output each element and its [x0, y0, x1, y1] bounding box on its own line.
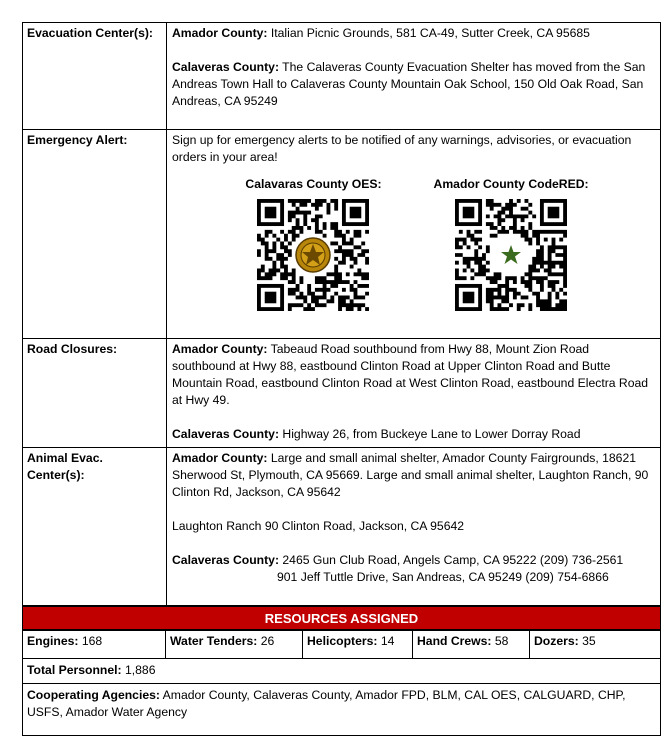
personnel-table: [22, 659, 661, 736]
roads-calaveras: Calaveras County: Highway 26, from Buckeye Lane to Lower Dorray Road: [172, 427, 581, 441]
resources-counts-row: [23, 631, 661, 659]
alert-content: [167, 130, 661, 339]
qr-calaveras-title: Calavaras County OES:: [245, 177, 382, 191]
alert-row: [23, 130, 661, 339]
incident-info-document: [22, 22, 661, 736]
coop-row: [23, 683, 661, 735]
qr-amador[interactable]: [434, 176, 589, 311]
evac-row: [23, 23, 661, 130]
tenders-cell: Water Tenders: 26: [166, 631, 303, 659]
qr-finder-pattern: [548, 207, 560, 219]
resources-table: [22, 630, 661, 659]
animal-content: [167, 448, 661, 606]
qr-finder-pattern: [350, 207, 362, 219]
engines-cell: Engines: 168: [23, 631, 166, 659]
sheriff-seal-icon: [296, 238, 330, 272]
qr-finder-pattern: [463, 207, 475, 219]
dozers-cell: Dozers: 35: [530, 631, 661, 659]
evac-content: [167, 23, 661, 130]
coop-cell: Cooperating Agencies: Amador County, Calaveras County, Amador FPD, BLM, CAL OES, CALGUARD, CHP, USFS, Amador Water Agency: [23, 683, 661, 735]
helicopters-cell: Helicopters: 14: [303, 631, 413, 659]
hand-crews-cell: Hand Crews: 58: [413, 631, 530, 659]
qr-finder-pattern: [265, 292, 277, 304]
roads-content: [167, 339, 661, 448]
animal-calaveras: Calaveras County: 2465 Gun Club Road, Angels Camp, CA 95222 (209) 736-2561: [172, 553, 624, 567]
animal-amador: Amador County: Large and small animal shelter, Amador County Fairgrounds, 18621 Sherwood St, Plymouth, CA 95669. Large and small animal shelter, Laughton Ranch, 90 Clinton Rd, Jackson, CA 95642: [172, 451, 649, 499]
evac-amador: Amador County: Italian Picnic Grounds, 581 CA-49, Sutter Creek, CA 95685: [172, 26, 590, 40]
animal-calaveras-line2: 901 Jeff Tuttle Drive, San Andreas, CA 95249 (209) 754-6866: [277, 570, 609, 584]
alert-label: Emergency Alert:: [23, 130, 167, 339]
qr-amador-title: Amador County CodeRED:: [433, 177, 589, 191]
roads-row: [23, 339, 661, 448]
evac-label: Evacuation Center(s):: [23, 23, 167, 130]
personnel-cell: Total Personnel: 1,886: [23, 659, 661, 683]
qr-code-with-star-badge-icon[interactable]: [455, 199, 567, 311]
animal-row: [23, 448, 661, 606]
evac-calaveras: Calaveras County: The Calaveras County Evacuation Shelter has moved from the San Andreas Town Hall to Calaveras County Mountain Oak School, 150 Old Oak Road, San Andreas, CA 95249: [172, 60, 646, 108]
qr-calaveras[interactable]: [245, 176, 381, 311]
qr-finder-pattern: [463, 292, 475, 304]
roads-label: Road Closures:: [23, 339, 167, 448]
animal-laughton: Laughton Ranch 90 Clinton Road, Jackson, CA 95642: [172, 519, 465, 533]
roads-amador: Amador County: Tabeaud Road southbound from Hwy 88, Mount Zion Road southbound at Hwy 88, eastbound Clinton Road at Upper Clinton Road and Butte Mountain Road, eastbound Clinton Road at West Clinton Road, eastbound Electra Road at Hwy 49.: [172, 342, 649, 407]
info-table: [22, 22, 661, 606]
personnel-row: [23, 659, 661, 683]
star-badge-icon: [498, 242, 524, 268]
qr-codes: [180, 176, 654, 311]
animal-label: Animal Evac. Center(s):: [23, 448, 167, 606]
alert-text: Sign up for emergency alerts to be notified of any warnings, advisories, or evacuation orders in your area!: [172, 133, 632, 164]
qr-code-with-sheriff-seal-icon[interactable]: [257, 199, 369, 311]
resources-header: RESOURCES ASSIGNED: [22, 606, 661, 630]
qr-finder-pattern: [265, 207, 277, 219]
